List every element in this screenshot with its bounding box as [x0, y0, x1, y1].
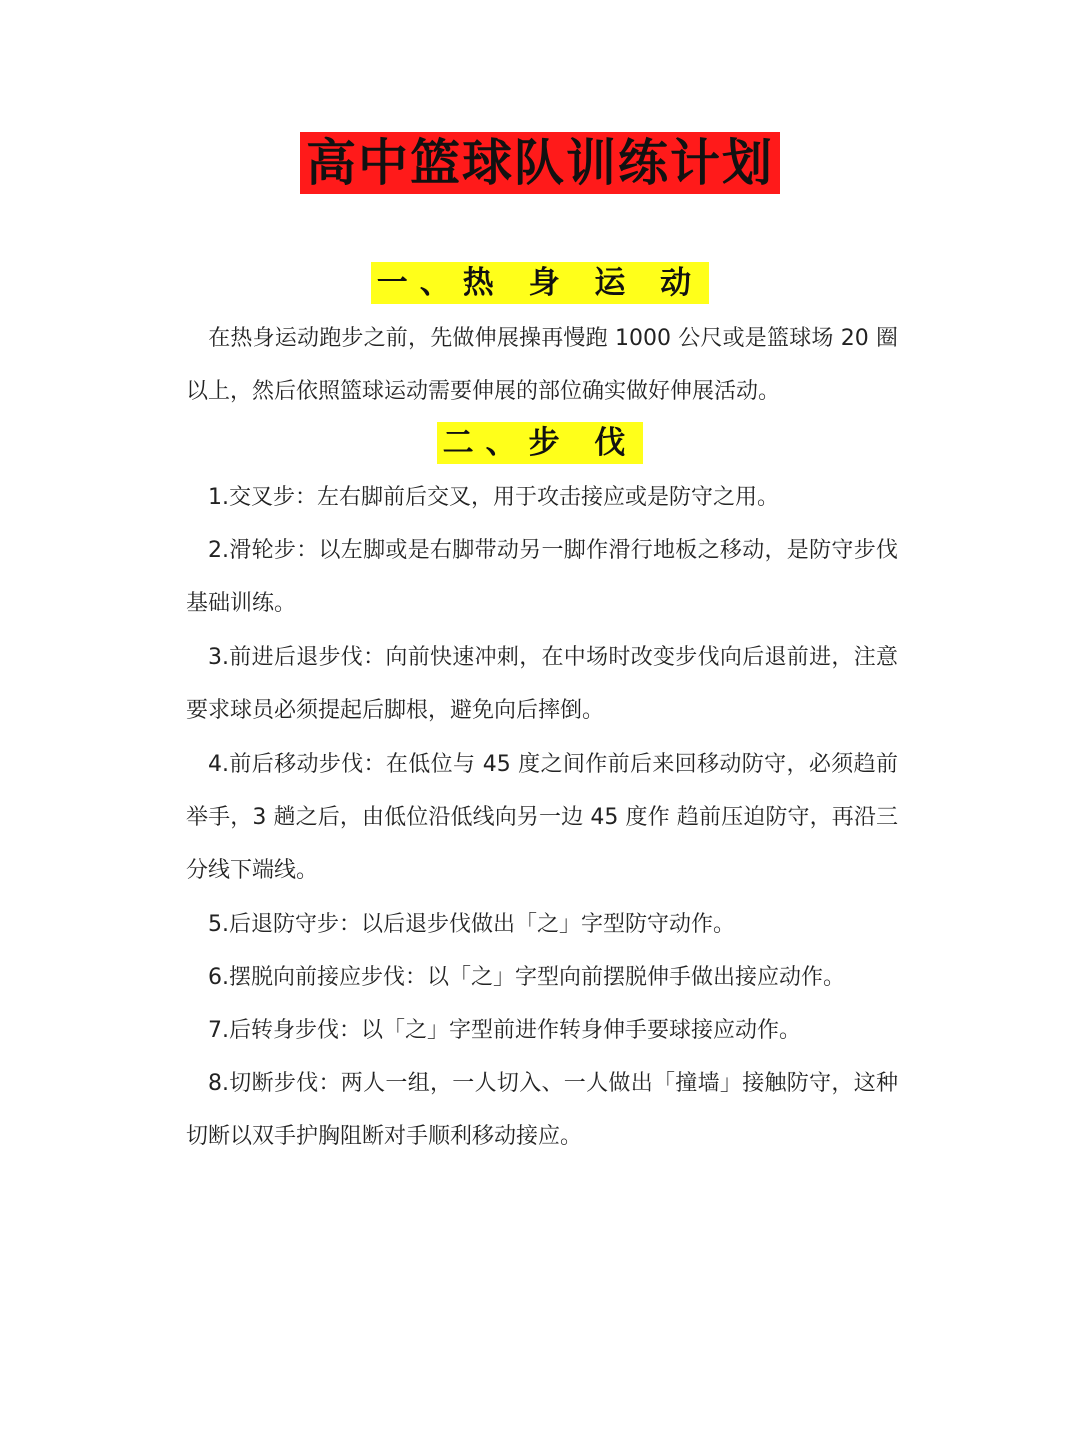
paragraph-text: 在热身运动跑步之前，先做伸展操再慢跑 1000 公尺或是篮球场 20 圈以上，然后依照篮球运动需要伸展的部位确实做好伸展活动。	[186, 326, 898, 404]
paragraph-footwork-8	[186, 1057, 898, 1163]
paragraph-text: 6.摆脱向前接应步伐：以「之」字型向前摆脱伸手做出接应动作。	[208, 965, 845, 990]
section-heading-warmup: 一、热 身 运 动	[371, 262, 709, 304]
section-heading-footwork: 二、步 伐	[437, 422, 644, 464]
page-title: 高中篮球队训练计划	[300, 132, 780, 194]
paragraph-text: 7.后转身步伐：以「之」字型前进作转身伸手要球接应动作。	[208, 1018, 801, 1043]
paragraph-text: 5.后退防守步：以后退步伐做出「之」字型防守动作。	[208, 912, 735, 937]
paragraph-text: 8.切断步伐：两人一组，一人切入、一人做出「撞墙」接触防守，这种切断以双手护胸阻断对手顺利移动接应。	[186, 1071, 898, 1149]
paragraph-text: 4.前后移动步伐：在低位与 45 度之间作前后来回移动防守，必须趋前举手，3 趟之后，由低位沿低线向另一边 45 度作 趋前压迫防守，再沿三分线下端线。	[186, 752, 898, 883]
paragraph-footwork-7	[186, 1004, 898, 1057]
paragraph-text: 1.交叉步：左右脚前后交叉，用于攻击接应或是防守之用。	[208, 485, 779, 510]
paragraph-footwork-5	[186, 898, 898, 951]
paragraph-text: 3.前进后退步伐：向前快速冲刺，在中场时改变步伐向后退前进，注意要求球员必须提起后脚根，避免向后摔倒。	[186, 645, 898, 723]
paragraph-warmup	[186, 312, 898, 418]
paragraph-text: 2.滑轮步：以左脚或是右脚带动另一脚作滑行地板之移动，是防守步伐基础训练。	[186, 538, 898, 616]
paragraph-footwork-1	[186, 471, 898, 524]
paragraph-footwork-3	[186, 631, 898, 737]
paragraph-footwork-6	[186, 951, 898, 1004]
section-heading-container	[0, 422, 1080, 464]
paragraph-footwork-4	[186, 738, 898, 897]
title-container	[0, 132, 1080, 194]
paragraph-footwork-2	[186, 524, 898, 630]
section-heading-container	[0, 262, 1080, 304]
